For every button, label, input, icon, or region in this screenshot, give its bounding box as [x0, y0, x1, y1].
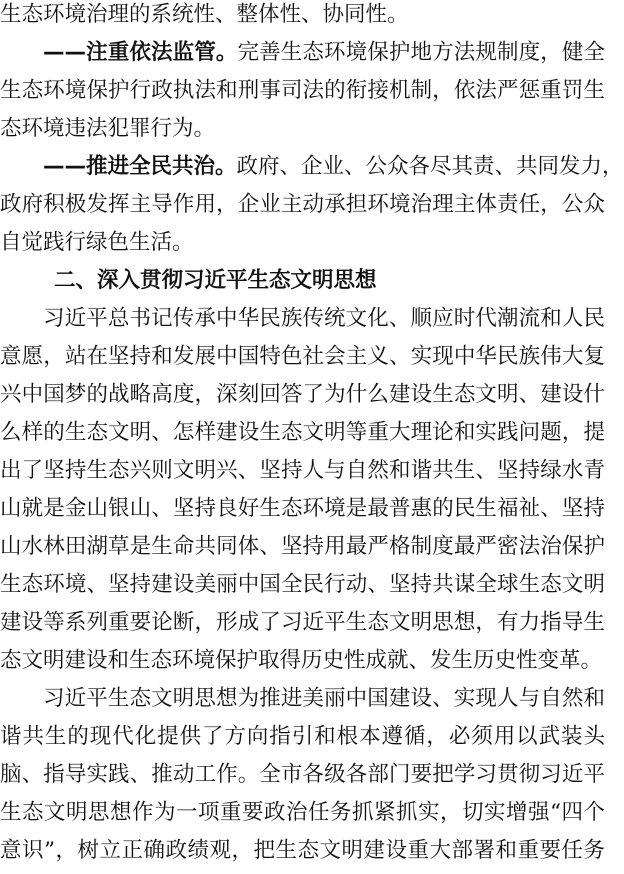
- text-line: 生态环境治理的系统性、整体性、协同性。: [0, 2, 409, 27]
- text-line: 自觉践行绿色生活。: [0, 230, 194, 255]
- bold-lead: ——推进全民共治。: [43, 154, 237, 179]
- text-line: 兴中国梦的战略高度，深刻回答了为什么建设生态文明、建设什: [0, 382, 605, 407]
- text-line: ——注重依法监管。完善生态环境保护地方法规制度，健全: [43, 40, 605, 65]
- text-line: 生态文明思想作为一项重要政治任务抓紧抓实，切实增强“四个: [0, 800, 605, 825]
- text-line: 么样的生态文明、怎样建设生态文明等重大理论和实践问题，提: [0, 420, 605, 445]
- text-line: 脑、指导实践、推动工作。全市各级各部门要把学习贯彻习近平: [0, 762, 605, 787]
- text-line: 生态环境、坚持建设美丽中国全民行动、坚持共谋全球生态文明: [0, 572, 605, 597]
- text-line: 态文明建设和生态环境保护取得历史性成就、发生历史性变革。: [0, 648, 603, 673]
- text-line: 出了坚持生态兴则文明兴、坚持人与自然和谐共生、坚持绿水青: [0, 458, 605, 483]
- text-line: 谐共生的现代化提供了方向指引和根本遵循，必须用以武装头: [0, 724, 605, 749]
- text-line: 意愿，站在坚持和发展中国特色社会主义、实现中华民族伟大复: [0, 344, 605, 369]
- text-line: ——推进全民共治。政府、企业、公众各尽其责、共同发力，: [43, 154, 624, 179]
- text-line: 态环境违法犯罪行为。: [0, 116, 216, 141]
- section-heading: 二、深入贯彻习近平生态文明思想: [54, 268, 377, 293]
- text-line: 山水林田湖草是生命共同体、坚持用最严格制度最严密法治保护: [0, 534, 605, 559]
- text-line: 习近平总书记传承中华民族传统文化、顺应时代潮流和人民: [43, 306, 605, 331]
- text-line: 习近平生态文明思想为推进美丽中国建设、实现人与自然和: [43, 686, 605, 711]
- bold-lead: ——注重依法监管。: [43, 40, 238, 65]
- text-line: 意识”，树立正确政绩观，把生态文明建设重大部署和重要任务: [0, 838, 605, 863]
- text-line: 山就是金山银山、坚持良好生态环境是最普惠的民生福祉、坚持: [0, 496, 605, 521]
- text-line: 生态环境保护行政执法和刑事司法的衔接机制，依法严惩重罚生: [0, 78, 605, 103]
- text-line: 建设等系列重要论断，形成了习近平生态文明思想，有力指导生: [0, 610, 605, 635]
- text-line: 政府积极发挥主导作用，企业主动承担环境治理主体责任，公众: [0, 192, 605, 217]
